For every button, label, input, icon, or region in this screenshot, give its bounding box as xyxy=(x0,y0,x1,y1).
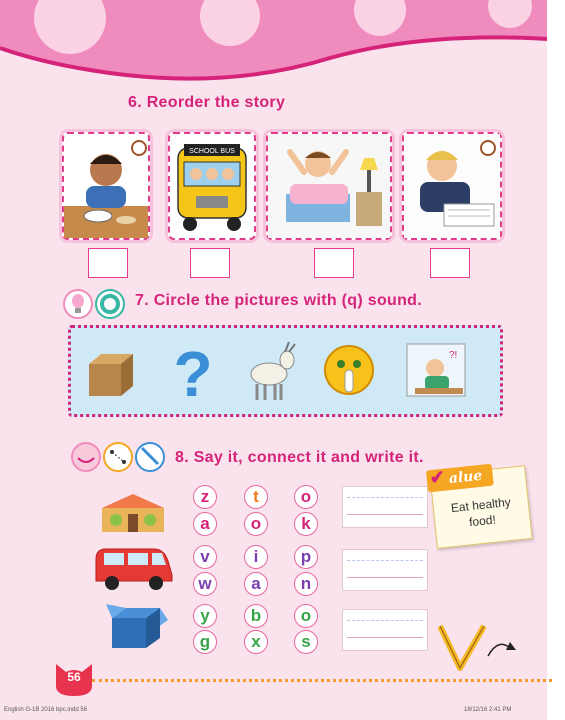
write-answer-box-1[interactable] xyxy=(342,486,428,528)
van-icon xyxy=(92,545,176,591)
letter-v[interactable]: v xyxy=(193,545,217,569)
value-card-text: Eat healthy food! xyxy=(450,494,512,530)
order-answer-box-3[interactable] xyxy=(314,248,354,278)
letter-a[interactable]: a xyxy=(244,572,268,596)
order-answer-box-2[interactable] xyxy=(190,248,230,278)
value-tag-label: alue xyxy=(448,467,484,488)
story-scene-homework xyxy=(402,132,502,240)
value-tag xyxy=(426,464,494,493)
q-sound-picture-panel xyxy=(68,325,503,417)
letter-x[interactable]: x xyxy=(244,630,268,654)
letter-s[interactable]: s xyxy=(294,630,318,654)
letter-i[interactable]: i xyxy=(244,545,268,569)
svg-text:SCHOOL BUS: SCHOOL BUS xyxy=(189,148,235,155)
story-scene-school-bus xyxy=(168,132,256,240)
boy-eating-breakfast-icon xyxy=(64,134,148,238)
letter-g[interactable]: g xyxy=(193,630,217,654)
letter-p[interactable]: p xyxy=(294,545,318,569)
header-band xyxy=(0,0,565,92)
svg-text:?!: ?! xyxy=(449,350,458,361)
page-number: 56 xyxy=(67,670,81,684)
print-slug-right: 18/12/16 2:41 PM xyxy=(464,707,512,713)
write-answer-box-3[interactable] xyxy=(342,609,428,651)
svg-text:?: ? xyxy=(173,338,213,404)
goat-icon[interactable] xyxy=(239,338,303,404)
letter-o[interactable]: o xyxy=(294,604,318,628)
letter-o[interactable]: o xyxy=(244,512,268,536)
pencil-check-icon xyxy=(438,622,518,674)
section-7-title: 7. Circle the pictures with (q) sound. xyxy=(135,292,422,309)
value-card xyxy=(429,465,532,549)
letter-k[interactable]: k xyxy=(294,512,318,536)
letter-a[interactable]: a xyxy=(193,512,217,536)
order-answer-box-1[interactable] xyxy=(88,248,128,278)
box-icon xyxy=(106,600,168,650)
header-wave-graphic xyxy=(0,0,565,92)
print-slug-left: English G-1B 2016 bpc.indd 56 xyxy=(4,707,88,713)
say-connect-write-icon xyxy=(70,440,170,474)
letter-y[interactable]: y xyxy=(193,604,217,628)
letter-t[interactable]: t xyxy=(244,485,268,509)
footer-dotted-line xyxy=(92,679,552,682)
page-edge xyxy=(547,0,565,720)
school-bus-icon xyxy=(170,134,254,238)
boy-waking-up-icon xyxy=(268,134,390,238)
letter-o[interactable]: o xyxy=(294,485,318,509)
bulb-circle-icon xyxy=(62,288,130,320)
order-answer-box-4[interactable] xyxy=(430,248,470,278)
story-scene-breakfast xyxy=(62,132,150,240)
section-8-title: 8. Say it, connect it and write it. xyxy=(175,449,424,466)
box-icon[interactable] xyxy=(81,338,145,404)
question-mark-icon[interactable] xyxy=(161,338,225,404)
story-scene-wake-up xyxy=(266,132,392,240)
letter-w[interactable]: w xyxy=(193,572,217,596)
letter-z[interactable]: z xyxy=(193,485,217,509)
student-thinking-icon[interactable] xyxy=(405,338,469,404)
letter-n[interactable]: n xyxy=(294,572,318,596)
section-6-title: 6. Reorder the story xyxy=(128,94,286,111)
checkmark-icon: ✔ xyxy=(428,466,446,490)
boy-doing-homework-icon xyxy=(404,134,500,238)
write-answer-box-2[interactable] xyxy=(342,549,428,591)
zoo-icon xyxy=(98,490,168,534)
quiet-smiley-icon[interactable] xyxy=(317,338,381,404)
letter-b[interactable]: b xyxy=(244,604,268,628)
